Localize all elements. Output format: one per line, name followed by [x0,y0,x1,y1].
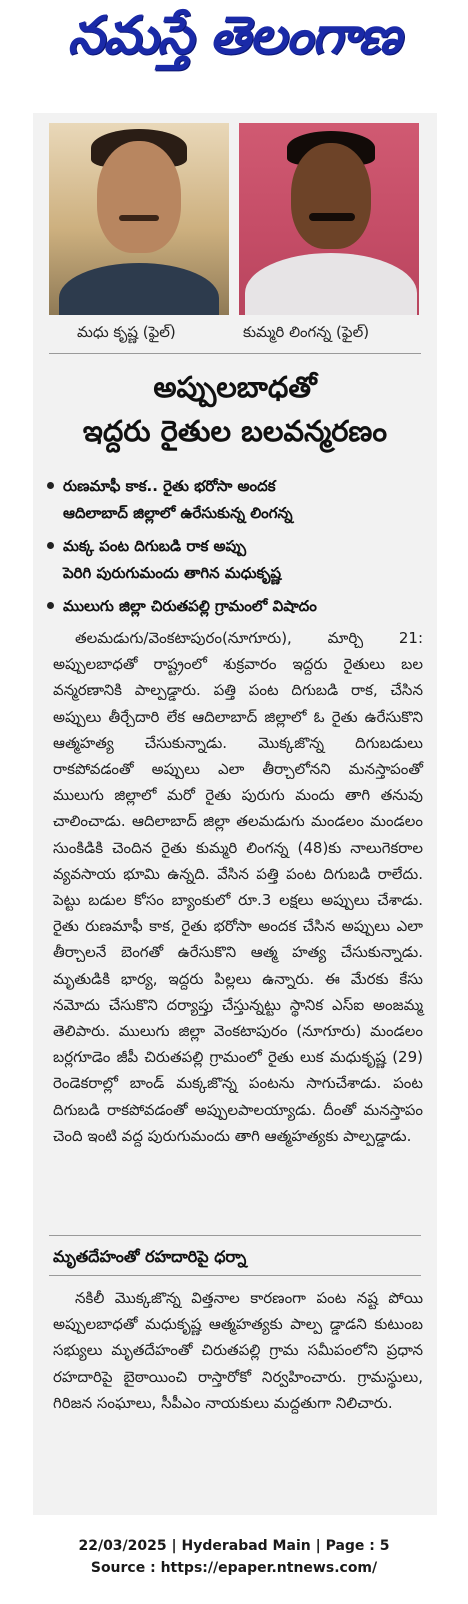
headline-line-1: అప్పులబాధతో [153,370,317,404]
article-paragraph-1: అప్పులబాధతో రాష్ట్రంలో శుక్రవారం ఇద్దరు రైతులు బల వన్మరణానికి పాల్పడ్డారు. పత్తి పంట దిగుబడి రాక, చేసిన అప్పులు తీర్చేదారి లేక ఆదిలాబాద్ జిల్లాలో ఓ రైతు ఉరేసుకొని ఆత్మహత్య చేసుకున్నాడు. మొక్కజొన్న దిగుబడులు రాకపోవడంతో అప్పులు ఎలా తీర్చాలోనని మనస్తాపంతో ములుగు జిల్లాలో మరో రైతు పురుగు మందు తాగి తనువు చాలించాడు. ఆదిలాబాద్ జిల్లా తలమడుగు మండలం మండలం సుంకిడికి చెందిన రైతు కుమ్మరి లింగన్న (48)కు నాలుగెకరాల వ్యవసాయ భూమి ఉన్నది. వేసిన పత్తి పంట దిగుబడి రాలేదు. పెట్టు బడుల కోసం బ్యాంకులో రూ.3 లక్షలు అప్పులు చేశాడు. రైతు రుణమాఫీ కాక, రైతు భరోసా అందక చేసిన అప్పులు ఎలా తీర్చాలనే బెంగతో ఉరేసుకొని ఆత్మ హత్య చేసుకున్నాడు. మృతుడికి భార్య, ఇద్దరు పిల్లలు ఉన్నారు. ఈ మేరకు కేసు నమోదు చేసుకొని దర్యాప్తు చేస్తున్నట్టు స్థానిక ఎస్ఐ అంజమ్మ తెలిపారు. ములుగు జిల్లా వెంకటాపురం (నూగూరు) మండలం బర్లగూడెం జీపీ చిరుతపల్లి గ్రామంలో రైతు లుక మధుకృష్ణ (29) రెండెకరాల్లో బాండ్ మక్కజొన్న పంటను సాగుచేశాడు. పంట దిగుబడి రాకపోవడంతో అప్పులపాలయ్యాడు. దీంతో మనస్తాపం చెంది ఇంటి వద్ద పురుగుమందు తాగి ఆత్మహత్యకు పాల్పడ్డాడు. [53,655,423,1145]
subheading: మృతదేహంతో రహదారిపై ధర్నా [53,1247,247,1266]
bullet-line: ఆదిలాబాద్ జిల్లాలో ఉరేసుకున్న లింగన్న [63,504,293,522]
article-paragraph-2: నకిలీ మొక్కజొన్న విత్తనాల కారణంగా పంట నష్ట పోయి అప్పులబాధతో మధుకృష్ణ ఆత్మహత్యకు పాల్ప డ్డాడని కుటుంబ సభ్యులు మృతదేహంతో చిరుతపల్లి గ్రామ సమీపంలోని ప్రధాన రహదారిపై బైఠాయించి రాస్తారోకో నిర్వహించారు. గ్రామస్థులు, గిరిజన సంఘాలు, సీపీఎం నాయకులు మద్దతుగా నిలిచారు. [53,1289,423,1412]
photo-kummari-linganna [239,123,419,315]
masthead-title: నమస్తే తెలంగాణ [67,5,401,66]
bullet-line: మక్క పంట దిగుబడి రాక అప్పు [63,537,247,555]
bullet-item [47,593,427,621]
masthead [0,6,468,78]
divider [49,1235,421,1236]
bullet-line: ములుగు జిల్లా చిరుతపల్లి గ్రామంలో విషాదం [63,597,317,615]
photo-caption-right: కుమ్మరి లింగన్న (ఫైల్) [243,323,370,341]
bullet-icon [47,482,54,489]
bullet-icon [47,602,54,609]
divider [49,353,421,354]
dateline: తలమడుగు/వెంకటాపురం(నూగూరు), మార్చి 21: [75,629,423,647]
bullet-icon [47,542,54,549]
bullet-item [47,533,427,587]
footer-source: Source : https://epaper.ntnews.com/ [90,1560,378,1576]
article-body [53,625,423,1149]
photo-caption-left: మధు కృష్ణ (ఫైల్) [77,323,176,341]
article [33,113,437,1515]
footer-date-edition: 22/03/2025 | Hyderabad Main | Page : 5 [78,1538,390,1554]
bullet-line: పెరిగి పురుగుమందు తాగిన మధుకృష్ణ [63,564,282,582]
photo-madhu-krishna [49,123,229,315]
bullet-line: రుణమాఫీ కాక.. రైతు భరోసా అందక [63,477,276,495]
headline-line-2: ఇద్దరు రైతుల బలవన్మరణం [82,414,388,448]
bullet-item [47,473,427,527]
divider [49,1275,421,1276]
